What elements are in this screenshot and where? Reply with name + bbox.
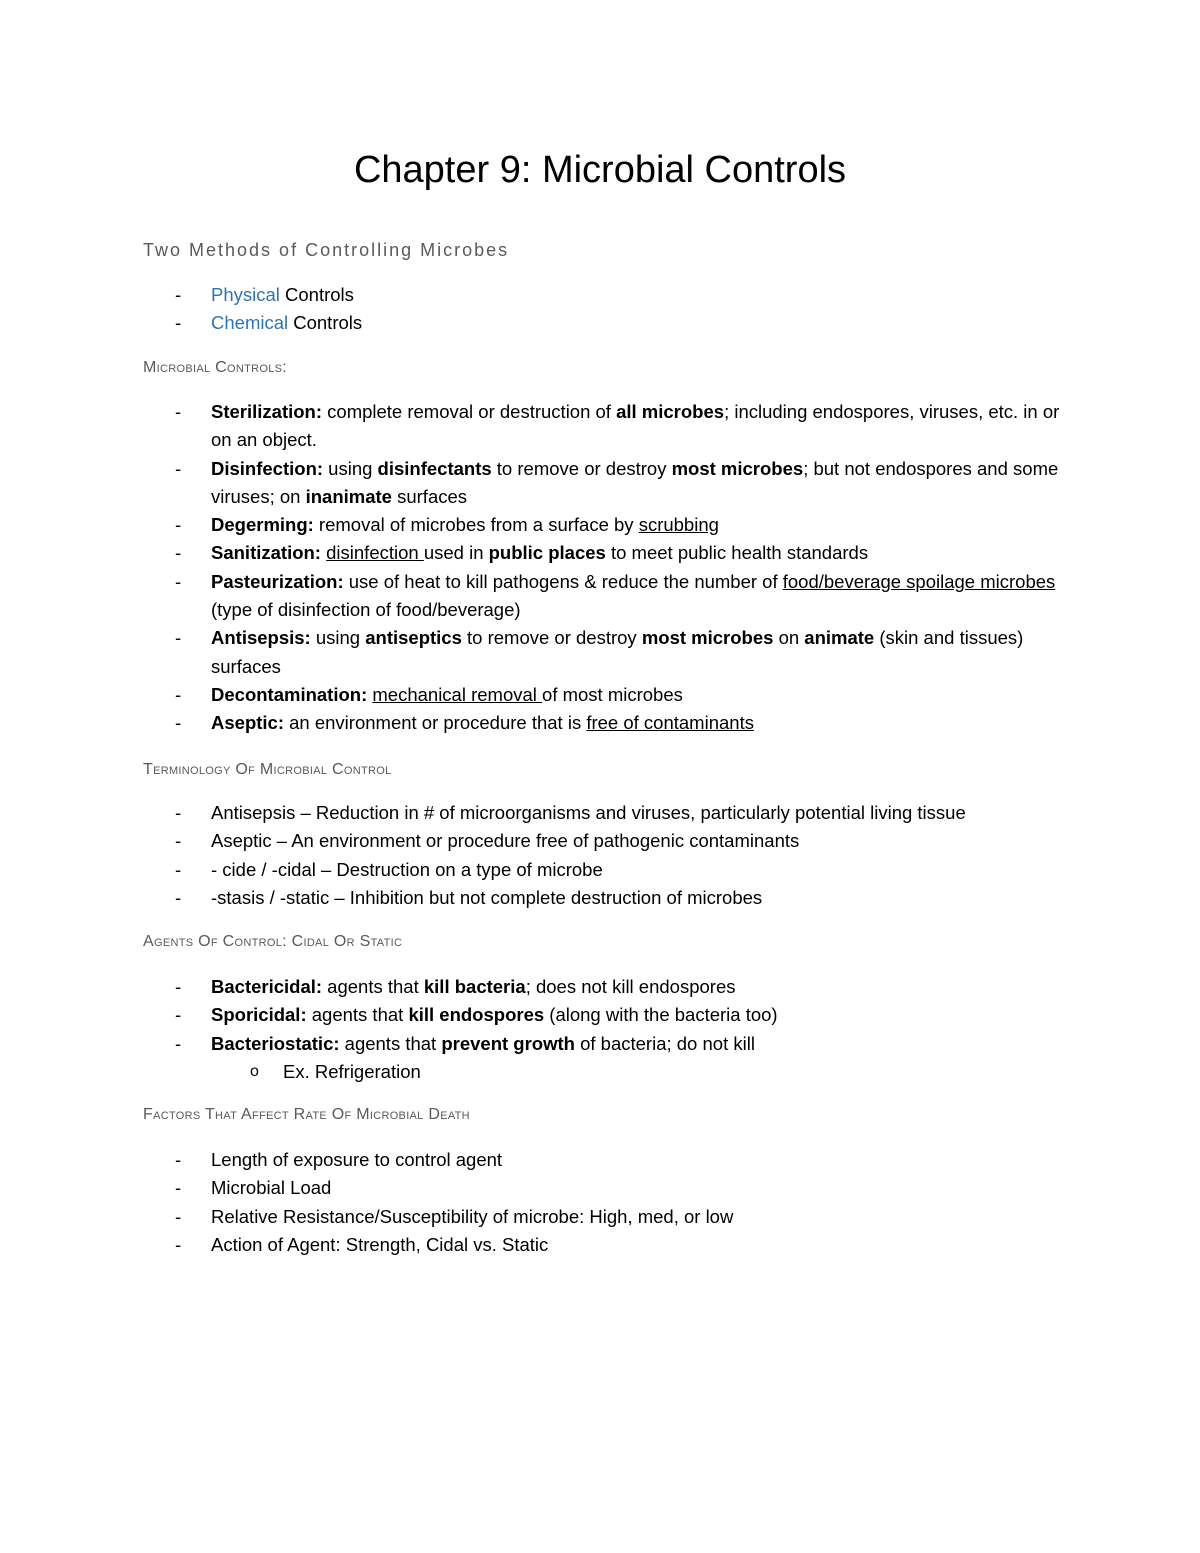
- bullet-dash: -: [175, 514, 182, 536]
- microbial-controls-list: [0, 398, 1200, 738]
- emphasis: public places: [488, 542, 606, 564]
- bullet-dash: -: [175, 570, 182, 592]
- list-item: [0, 681, 1071, 709]
- bullet-dash: -: [175, 1205, 182, 1227]
- text: complete removal or destruction of: [322, 401, 617, 422]
- text: of bacteria; do not kill: [574, 1032, 755, 1054]
- section-subtitle: Two Methods of Controlling Microbes: [143, 240, 510, 260]
- terminology-list: [0, 799, 1200, 912]
- list-item: [0, 511, 1071, 539]
- text: ; including endospores, viruses, etc. in or on an object.: [211, 401, 1060, 451]
- bullet-circle: o: [250, 1063, 259, 1080]
- list-item: [0, 624, 1071, 681]
- text: Ex. Refrigeration: [283, 1061, 421, 1082]
- emphasis: most microbes: [641, 627, 774, 649]
- text: (type of disinfection of food/beverage): [211, 599, 521, 621]
- heading-factors: Factors That Affect Rate Of Microbial Death: [143, 1106, 470, 1123]
- list-item: [0, 455, 1071, 512]
- emphasis: disinfectants: [377, 457, 492, 479]
- heading-terminology: Terminology Of Microbial Control: [143, 761, 392, 778]
- underlined-text: free of contaminants: [586, 712, 754, 734]
- text: (along with the bacteria too): [544, 1004, 778, 1026]
- text: of most microbes: [542, 683, 683, 705]
- bullet-dash: -: [175, 683, 182, 705]
- bullet-dash: -: [175, 1004, 182, 1026]
- term: Degerming:: [211, 514, 314, 536]
- emphasis: kill endospores: [408, 1004, 545, 1026]
- term: Sanitization:: [211, 542, 321, 564]
- bullet-dash: -: [175, 1149, 182, 1170]
- list-item: [0, 1001, 1071, 1029]
- text: Length of exposure to control agent: [211, 1149, 503, 1170]
- list-item: [0, 539, 1071, 567]
- emphasis: inanimate: [305, 485, 392, 507]
- text: to remove or destroy: [461, 627, 642, 649]
- text: - cide / -cidal – Destruction on a type of microbe: [211, 858, 603, 880]
- text: Microbial Load: [211, 1177, 332, 1199]
- list-item: [0, 1203, 1071, 1231]
- term: Sterilization:: [211, 401, 323, 422]
- bullet-dash: -: [175, 312, 182, 334]
- emphasis: antiseptics: [365, 627, 462, 649]
- method-rest: Controls: [279, 284, 354, 305]
- bullet-dash: -: [175, 542, 182, 564]
- bullet-dash: -: [175, 284, 182, 305]
- text: agents that: [322, 976, 424, 997]
- text: using: [310, 627, 366, 649]
- method-colored-word: Physical: [211, 284, 280, 305]
- agents-sub-list: [0, 1058, 1200, 1086]
- list-item: [0, 709, 1071, 737]
- page-title: Chapter 9: Microbial Controls: [353, 149, 847, 191]
- bullet-dash: -: [175, 802, 182, 823]
- text: ; but not endospores and some viruses; on: [211, 457, 1059, 507]
- emphasis: most microbes: [671, 457, 804, 479]
- bullet-dash: -: [175, 712, 182, 734]
- method-colored-word: Chemical: [211, 312, 289, 334]
- list-item: [0, 309, 1071, 337]
- text: an environment or procedure that is: [284, 712, 587, 734]
- emphasis: kill bacteria: [423, 976, 526, 997]
- list-item: [0, 1174, 1071, 1202]
- term: Bacteriostatic:: [211, 1032, 340, 1054]
- list-item: [0, 1231, 1071, 1259]
- text: to remove or destroy: [491, 457, 672, 479]
- list-item: [0, 799, 1071, 827]
- list-item: [0, 827, 1071, 855]
- bullet-dash: -: [175, 457, 182, 479]
- emphasis: all microbes: [616, 401, 725, 422]
- text: using: [323, 457, 378, 479]
- text: to meet public health standards: [605, 542, 869, 564]
- list-item: [0, 281, 1071, 309]
- bullet-dash: -: [175, 1177, 182, 1199]
- list-item: [0, 568, 1071, 625]
- list-item: [0, 884, 1071, 912]
- emphasis: animate: [804, 627, 875, 649]
- text: ; does not kill endospores: [525, 976, 736, 997]
- underlined-text: disinfection: [326, 542, 424, 564]
- bullet-dash: -: [175, 858, 182, 880]
- text: (skin and tissues) surfaces: [211, 627, 1024, 677]
- term: Antisepsis:: [211, 627, 311, 649]
- term: Disinfection:: [211, 457, 324, 479]
- heading-microbial-controls: Microbial Controls:: [143, 359, 287, 376]
- text: Action of Agent: Strength, Cidal vs. Static: [211, 1233, 549, 1255]
- bullet-dash: -: [175, 1032, 182, 1054]
- term: Decontamination:: [211, 683, 368, 705]
- bullet-dash: -: [175, 886, 182, 908]
- term: Sporicidal:: [211, 1004, 307, 1026]
- text: used in: [423, 542, 489, 564]
- text: Antisepsis – Reduction in # of microorganisms and viruses, particularly potential living tissue: [211, 802, 966, 823]
- bullet-dash: -: [175, 1233, 182, 1255]
- bullet-dash: -: [175, 401, 182, 422]
- underlined-text: food/beverage spoilage microbes: [782, 570, 1056, 592]
- text: agents that: [306, 1004, 409, 1026]
- term: Pasteurization:: [211, 570, 344, 592]
- heading-agents-of-control: Agents Of Control: Cidal Or Static: [143, 933, 403, 950]
- list-item: [0, 1058, 1143, 1086]
- underlined-text: mechanical removal: [372, 683, 543, 705]
- emphasis: prevent growth: [441, 1032, 575, 1054]
- text: Relative Resistance/Susceptibility of microbe: High, med, or low: [211, 1205, 734, 1227]
- text: on: [773, 627, 805, 649]
- underlined-text: scrubbing: [638, 514, 719, 536]
- factors-list: [0, 1146, 1200, 1259]
- bullet-dash: -: [175, 976, 182, 997]
- methods-list: [0, 281, 1200, 338]
- text: use of heat to kill pathogens & reduce the number of: [343, 570, 783, 592]
- agents-list: [0, 973, 1200, 1058]
- text: Aseptic – An environment or procedure free of pathogenic contaminants: [211, 830, 800, 852]
- list-item: [0, 856, 1071, 884]
- list-item: [0, 973, 1071, 1001]
- text: removal of microbes from a surface by: [313, 514, 639, 536]
- list-item: [0, 1146, 1071, 1174]
- term: Aseptic:: [211, 712, 284, 734]
- list-item: [0, 1030, 1071, 1058]
- list-item: [0, 398, 1071, 455]
- text: agents that: [339, 1032, 442, 1054]
- bullet-dash: -: [175, 627, 182, 649]
- text: -stasis / -static – Inhibition but not complete destruction of microbes: [211, 886, 763, 908]
- text: surfaces: [391, 485, 468, 507]
- bullet-dash: -: [175, 830, 182, 852]
- method-rest: Controls: [288, 312, 363, 334]
- term: Bactericidal:: [211, 976, 323, 997]
